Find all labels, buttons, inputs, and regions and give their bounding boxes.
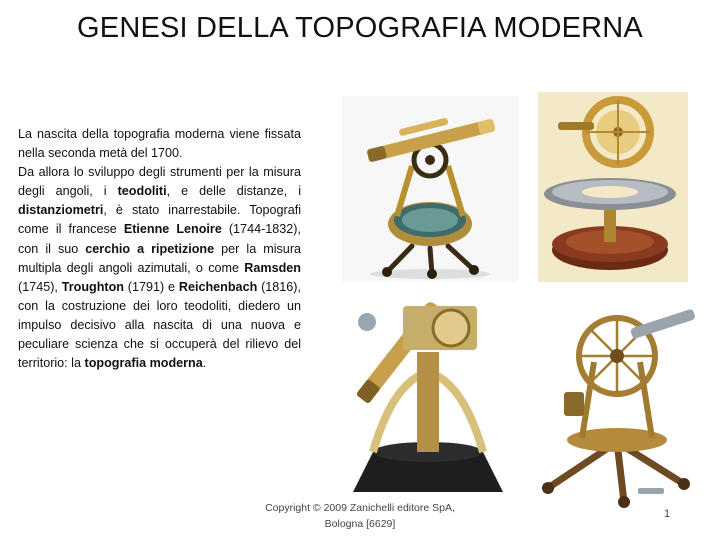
name-ramsden: Ramsden <box>244 260 301 275</box>
slide-title: GENESI DELLA TOPOGRAFIA MODERNA <box>77 12 643 44</box>
theodolite-wheel-photo <box>534 292 700 512</box>
copyright-location: Bologna [6629] <box>324 518 396 530</box>
term-distanziometri: distanziometri <box>18 203 104 218</box>
paragraph-intro: La nascita della topografia moderna viene fissata nella seconda metà del 1700. <box>18 127 301 161</box>
theodolite-telescope-photo <box>342 96 518 282</box>
copyright-footer <box>250 500 470 532</box>
copyright-line: Copyright © 2009 Zanichelli editore SpA, <box>265 502 455 514</box>
page-number: 1 <box>664 508 671 520</box>
repeating-circle-photo <box>538 92 688 282</box>
name-troughton: Troughton <box>61 279 124 294</box>
term-topografia-moderna: topografia moderna <box>84 356 203 371</box>
name-reichenbach: Reichenbach <box>178 279 258 294</box>
theodolite-tall-photo <box>333 292 517 508</box>
term-cerchio: cerchio a ripetizione <box>85 241 215 256</box>
body-text <box>18 125 301 373</box>
term-teodoliti: teodoliti <box>117 184 167 199</box>
name-lenoire: Etienne Lenoire <box>123 222 222 237</box>
paragraph-history: Da allora lo sviluppo degli strumenti per la misura degli angoli, i teodoliti, e delle distanze, i distanziometri, è stato inarrestabile. Topografi come il francese Etienne Lenoire (1744-1832), con il suo cerchio a ripetizione per la misura multipla degli angoli azimutali, o come Ramsden (1745), Troughton (1791) e Reichenbach (1816), con la costruzione dei loro teodoliti, diedero un impulso decisivo alla nascita di una nuova e peculiare scienza che si occuperà del rilievo del territorio: la topografia moderna. <box>18 165 302 371</box>
